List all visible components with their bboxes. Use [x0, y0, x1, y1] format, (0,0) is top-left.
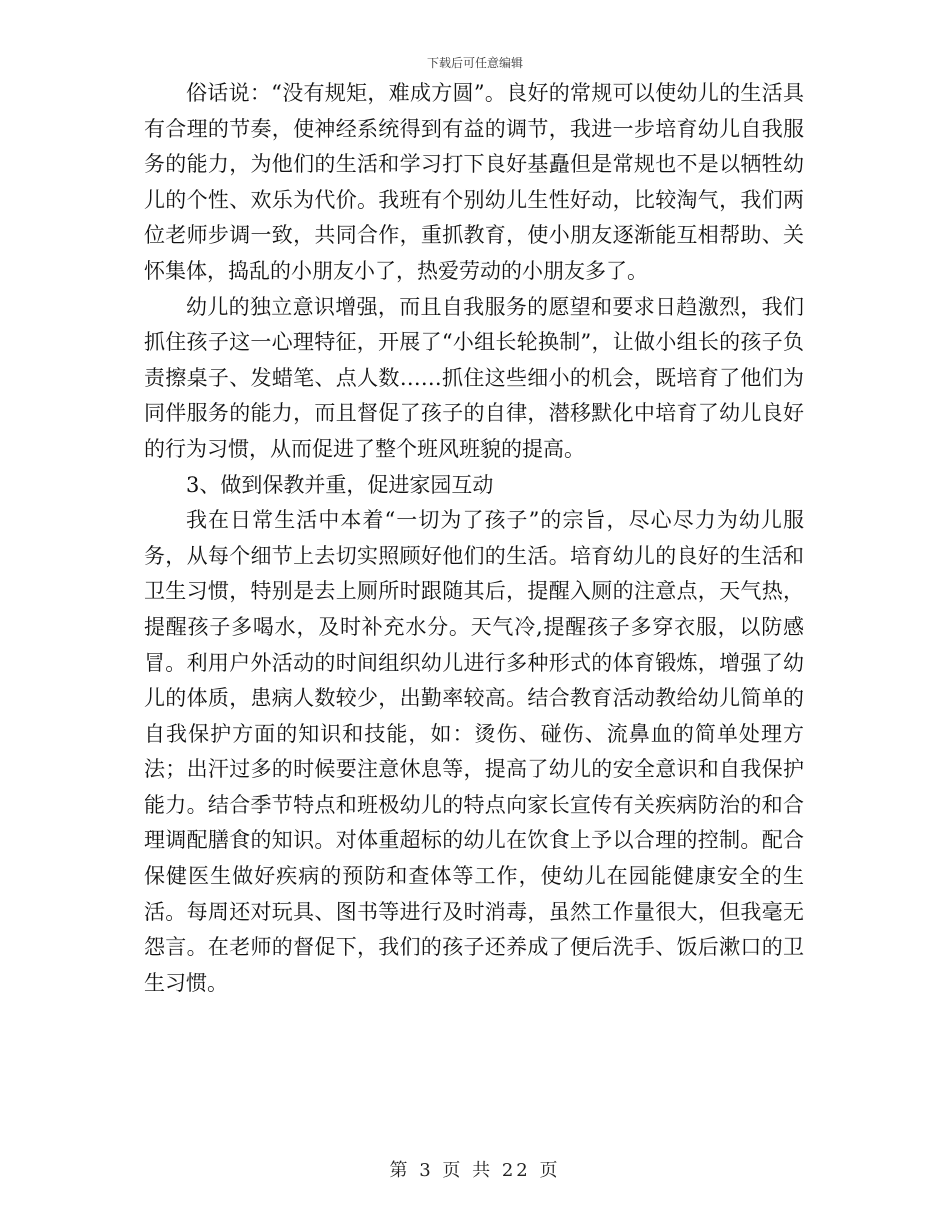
- document-body: [144, 76, 804, 1001]
- paragraph-routine: 俗话说：“没有规矩，难成方圆”。良好的常规可以使幼儿的生活具有合理的节奏，使神经系统得到有益的调节，我进一步培育幼儿自我服务的能力，为他们的生活和学习打下良好基矗但是常规也不是以牺牲幼儿的个性、欢乐为代价。我班有个别幼儿生性好动，比较淘气，我们两位老师步调一致，共同合作，重抓教育，使小朋友逐渐能互相帮助、关怀集体，捣乱的小朋友小了，热爱劳动的小朋友多了。: [144, 81, 804, 283]
- page-number: 第 3 页 共 22 页: [389, 1160, 561, 1181]
- section-heading-care-education: 3、做到保教并重，促进家园互动: [186, 472, 494, 497]
- page-header: 下载后可任意编辑: [426, 56, 523, 70]
- paragraph-daily-care: 我在日常生活中本着“一切为了孩子”的宗旨，尽心尽力为幼儿服务，从每个细节上去切实照顾好他们的生活。培育幼儿的良好的生活和卫生习惯，特别是去上厕所时跟随其后，提醒入厕的注意点，天气热，提醒孩子多喝水，及时补充水分。天气冷,提醒孩子多穿衣服，以防感冒。利用户外活动的时间组织幼儿进行多种形式的体育锻炼，增强了幼儿的体质，患病人数较少，出勤率较高。结合教育活动教给幼儿简单的自我保护方面的知识和技能，如：烫伤、碰伤、流鼻血的简单处理方法；出汗过多的时候要注意休息等，提高了幼儿的安全意识和自我保护能力。结合季节特点和班极幼儿的特点向家长宣传有关疾病防治的和合理调配膳食的知识。对体重超标的幼儿在饮食上予以合理的控制。配合保健医生做好疾病的预防和查体等工作，使幼儿在园能健康安全的生活。每周还对玩具、图书等进行及时消毒，虽然工作量很大，但我毫无怨言。在老师的督促下，我们的孩子还养成了便后洗手、饭后漱口的卫生习惯。: [144, 508, 804, 995]
- paragraph-independence: 幼儿的独立意识增强，而且自我服务的愿望和要求日趋激烈，我们抓住孩子这一心理特征，开展了“小组长轮换制”，让做小组长的孩子负责擦桌子、发蜡笔、点人数……抓住这些细小的机会，既培育了他们为同伴服务的能力，而且督促了孩子的自律，潜移默化中培育了幼儿良好的行为习惯，从而促进了整个班风班貌的提高。: [144, 294, 804, 461]
